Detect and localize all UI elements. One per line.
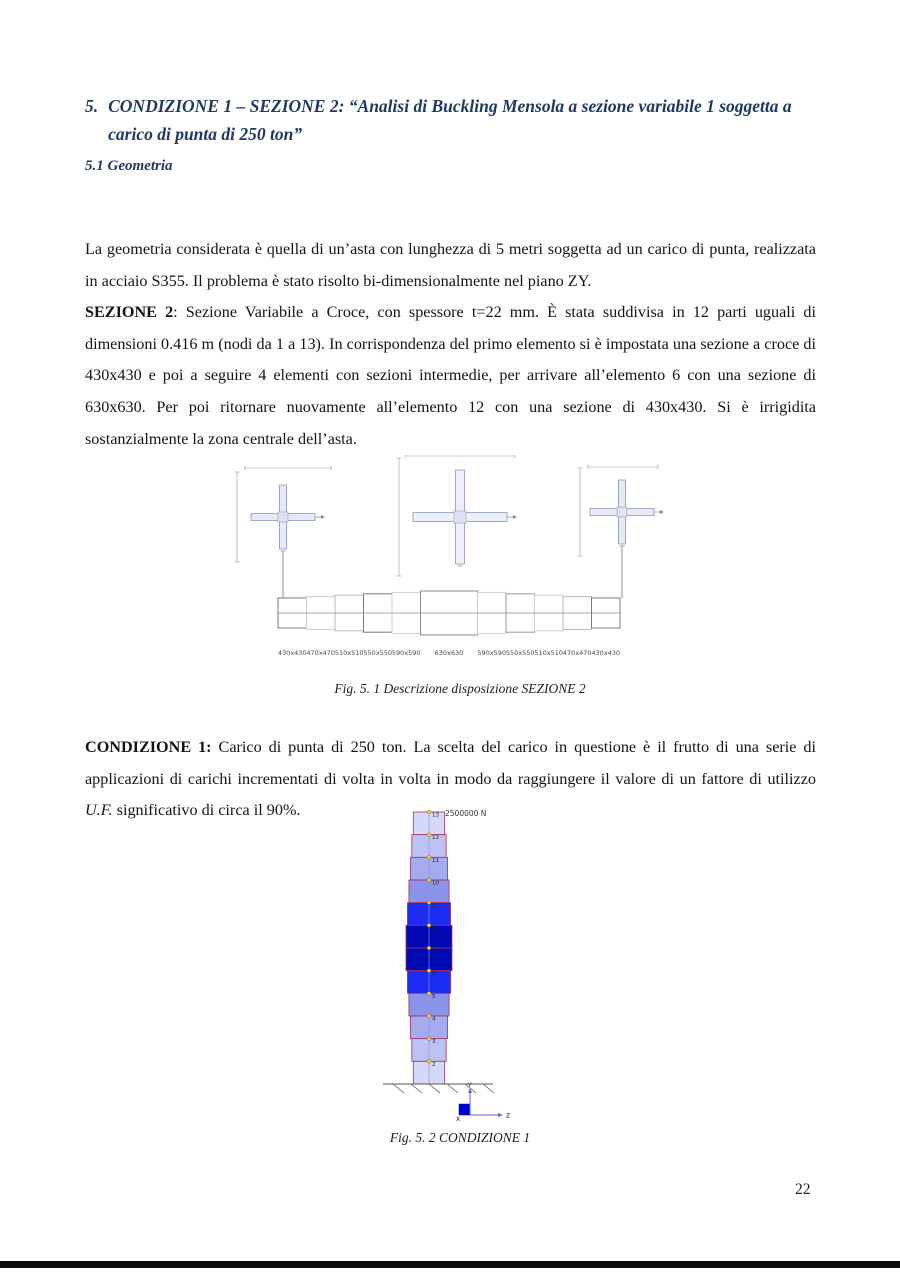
node-number: 12 — [432, 835, 439, 842]
section-number: 5. — [85, 96, 99, 116]
condizione1-label: CONDIZIONE 1: — [85, 738, 212, 757]
sezione2-label: SEZIONE 2 — [85, 303, 174, 322]
page-number: 22 — [795, 1181, 811, 1198]
section-title: CONDIZIONE 1 – SEZIONE 2: “Analisi di Buckling Mensola a sezione variabile 1 soggetta a carico di punta di 250 ton” — [108, 96, 792, 144]
section-size-label: 470x470 — [306, 649, 336, 657]
condizione1-text-b: significativo di circa il 90%. — [112, 801, 301, 820]
node-number: 7 — [432, 948, 436, 955]
node-number: 4 — [432, 1016, 436, 1023]
load-label: 2500000 N — [445, 809, 487, 818]
section-size-label: 630x630 — [434, 649, 464, 657]
axis-y-label: Y — [468, 1082, 472, 1089]
figure2-caption: Fig. 5. 2 CONDIZIONE 1 — [389, 1130, 531, 1145]
section-size-label: 550x550 — [505, 649, 535, 657]
sezione2-text: : Sezione Variabile a Croce, con spessore t=22 mm. È stata suddivisa in 12 parti uguali di dimensioni 0.416 m (nodi da 1 a 13). In corrispondenza del primo elemento si è impostata una sezione a croce di 430x430 e poi a seguire 4 elementi con sezioni intermedie, per arrivare all’elemento 6 con una sezione di 630x630. Per poi ritornare nuovamente all’elemento 12 con una sezione di 430x430. Si è irrigidita sostanzialmente la zona centrale dell’asta. — [85, 303, 816, 448]
condizione1-text-a: Carico di punta di 250 ton. La scelta del carico in questione è il frutto di una serie di applicazioni di carichi incrementati di volta in volta in modo da raggiungere il valore di un fattore di utilizzo — [85, 738, 816, 788]
bottom-window-bar — [0, 1261, 900, 1268]
section-heading — [85, 92, 825, 148]
node-number: 13 — [432, 812, 439, 819]
node-number: 8 — [432, 925, 436, 932]
section-size-label: 590x590 — [391, 649, 421, 657]
node-number: 5 — [432, 993, 436, 1000]
figure1-caption: Fig. 5. 1 Descrizione disposizione SEZIONE 2 — [334, 681, 586, 696]
paragraph-sezione2 — [85, 297, 816, 455]
uf-term: U.F. — [85, 801, 113, 820]
section-size-label: 430x430 — [277, 649, 307, 657]
subsection-heading: 5.1 Geometria — [85, 158, 173, 174]
section-size-label: 590x590 — [477, 649, 507, 657]
node-number: 6 — [432, 971, 436, 978]
section-size-label: 550x550 — [363, 649, 393, 657]
axis-z-label: Z — [506, 1112, 511, 1120]
node-number: 9 — [432, 903, 436, 910]
section-size-label: 510x510 — [334, 649, 364, 657]
figure-column-model — [355, 798, 585, 1130]
figure-section-layout — [85, 455, 815, 670]
paragraph-geometry: La geometria considerata è quella di un’asta con lunghezza di 5 metri soggetta ad un carico di punta, realizzata in acciaio S355. Il problema è stato risolto bi-dimensionalmente nel piano ZY. — [85, 240, 816, 290]
section-size-label: 470x470 — [562, 649, 592, 657]
node-number: 3 — [432, 1039, 436, 1046]
node-number: 11 — [432, 857, 439, 864]
section-size-label: 430x430 — [591, 649, 621, 657]
section-size-label: 510x510 — [534, 649, 564, 657]
node-number: 10 — [432, 880, 439, 887]
node-number: 2 — [432, 1061, 436, 1068]
axis-x-label: X — [456, 1116, 461, 1123]
